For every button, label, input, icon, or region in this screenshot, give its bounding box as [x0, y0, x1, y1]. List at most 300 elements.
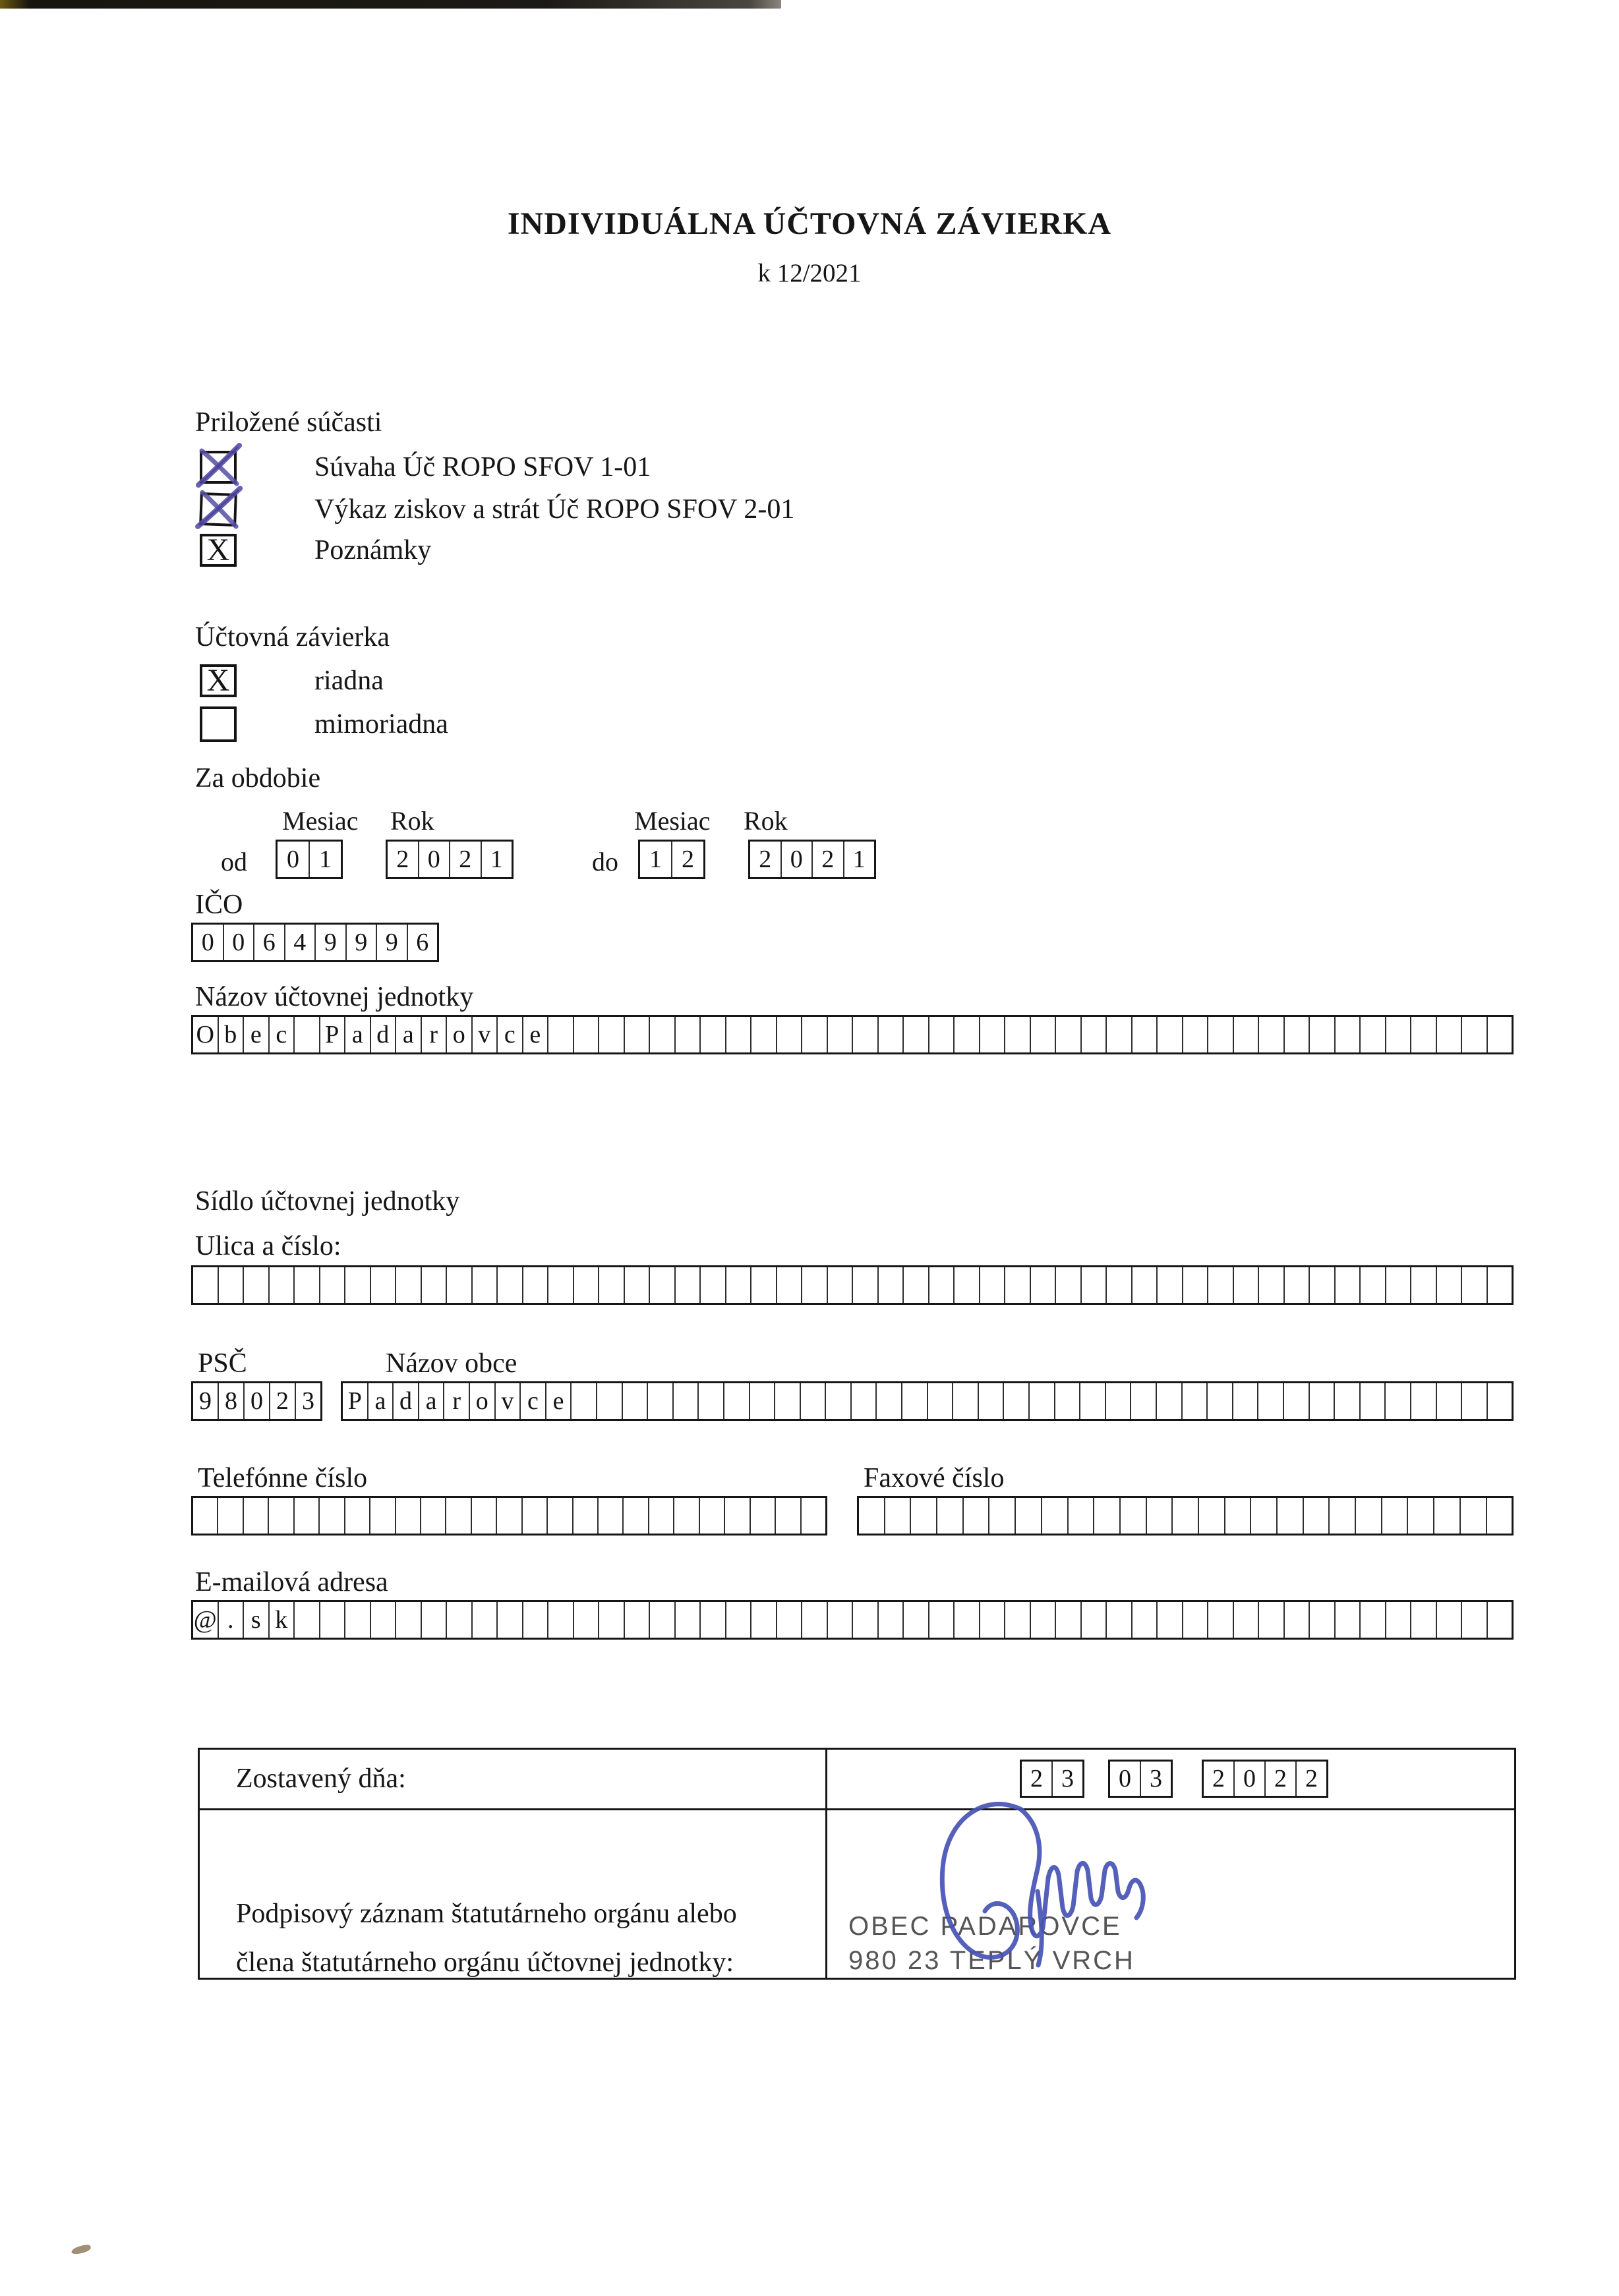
char-cell: [777, 1602, 803, 1638]
entity-name-label: Názov účtovnej jednotky: [195, 982, 474, 1012]
psc-grid: [191, 1381, 322, 1421]
char-cell: [859, 1498, 885, 1534]
char-cell: P: [343, 1383, 368, 1419]
char-cell: [1488, 1602, 1512, 1638]
month-header-from: Mesiac: [282, 806, 359, 836]
handwritten-signature: [922, 1791, 1172, 1992]
checkbox-mimoriadna: [200, 706, 237, 742]
closing-row-riadna: [200, 664, 384, 697]
char-cell: c: [521, 1383, 546, 1419]
char-cell: .: [219, 1602, 245, 1638]
char-cell: O: [193, 1017, 219, 1052]
char-cell: [1031, 1267, 1057, 1303]
char-cell: [295, 1267, 320, 1303]
char-cell: [1361, 1602, 1386, 1638]
char-cell: 1: [852, 846, 866, 873]
char-cell: [1107, 1017, 1133, 1052]
char-cell: [396, 1602, 422, 1638]
char-cell: [701, 1017, 726, 1052]
checkbox-riadna: [200, 664, 237, 697]
signature-row: [200, 1810, 1514, 1980]
char-cell: [599, 1498, 624, 1534]
char-cell: [904, 1267, 929, 1303]
char-cell: [1082, 1017, 1107, 1052]
stamp-line2: 980 23 TEPLÝ VRCH: [848, 1946, 1135, 1975]
char-cell: [1042, 1498, 1069, 1534]
char-cell: [650, 1602, 676, 1638]
char-cell: [1488, 1017, 1512, 1052]
char-cell: [218, 1498, 243, 1534]
char-cell: [1094, 1498, 1121, 1534]
checkbox-label: Poznámky: [314, 535, 432, 565]
attachment-row-poznamky: [200, 534, 431, 567]
char-cell: [1157, 1383, 1183, 1419]
char-cell: [674, 1383, 699, 1419]
char-cell: [1361, 1383, 1386, 1419]
signature-label-line2: člena štatutárneho orgánu účtovnej jednotky:: [236, 1947, 734, 1978]
char-cell: [523, 1602, 549, 1638]
char-cell: [1208, 1602, 1234, 1638]
char-cell: [422, 1602, 448, 1638]
attachment-row-vykaz: [200, 493, 794, 526]
char-cell: [295, 1498, 320, 1534]
form-subtitle: k 12/2021: [757, 259, 862, 287]
char-cell: [751, 1498, 776, 1534]
char-cell: v: [473, 1017, 498, 1052]
char-cell: 9: [347, 925, 378, 960]
char-cell: [649, 1498, 674, 1534]
char-cell: [1259, 1017, 1285, 1052]
year-header-to: Rok: [744, 806, 788, 836]
char-cell: [1330, 1498, 1356, 1534]
char-cell: [497, 1498, 522, 1534]
char-cell: [1437, 1602, 1463, 1638]
char-cell: [751, 1017, 777, 1052]
to-year-grid: [748, 840, 876, 879]
char-cell: [1183, 1267, 1209, 1303]
char-cell: [1278, 1498, 1304, 1534]
char-cell: [1462, 1383, 1488, 1419]
char-cell: 2: [750, 842, 782, 877]
char-cell: [1208, 1267, 1234, 1303]
char-cell: [523, 1267, 549, 1303]
char-cell: [1411, 1383, 1437, 1419]
char-cell: [1488, 1267, 1512, 1303]
char-cell: @: [193, 1602, 219, 1638]
char-cell: [701, 1602, 726, 1638]
char-cell: [1437, 1267, 1463, 1303]
char-cell: [928, 1383, 954, 1419]
char-cell: [828, 1017, 854, 1052]
char-cell: [750, 1383, 776, 1419]
char-cell: [320, 1498, 345, 1534]
char-cell: [295, 1017, 320, 1052]
char-cell: [980, 1267, 1006, 1303]
char-cell: [955, 1017, 980, 1052]
char-cell: [548, 1498, 573, 1534]
char-cell: [1147, 1498, 1173, 1534]
entity-name-grid: [191, 1015, 1514, 1054]
town-grid: [341, 1381, 1514, 1421]
stamp-line1: OBEC PADAROVCE: [848, 1912, 1122, 1941]
char-cell: [1121, 1498, 1147, 1534]
char-cell: [1107, 1267, 1133, 1303]
char-cell: [955, 1602, 980, 1638]
char-cell: [1336, 1017, 1361, 1052]
char-cell: e: [523, 1017, 549, 1052]
char-cell: a: [345, 1017, 371, 1052]
char-cell: [802, 1267, 828, 1303]
char-cell: [1082, 1602, 1107, 1638]
closing-type-heading: Účtovná závierka: [195, 622, 390, 652]
char-cell: [1310, 1017, 1336, 1052]
char-cell: 9: [316, 925, 347, 960]
char-cell: [877, 1383, 902, 1419]
char-cell: v: [496, 1383, 521, 1419]
char-cell: [1031, 1602, 1057, 1638]
char-cell: r: [422, 1017, 448, 1052]
char-cell: [676, 1267, 701, 1303]
char-cell: 9: [193, 1383, 219, 1419]
char-cell: 6: [416, 929, 429, 956]
char-cell: [902, 1383, 928, 1419]
char-cell: [1005, 1017, 1031, 1052]
char-cell: [219, 1267, 245, 1303]
char-cell: 0: [193, 925, 224, 960]
char-cell: [1107, 1602, 1133, 1638]
char-cell: [853, 1017, 879, 1052]
char-cell: [574, 1602, 600, 1638]
char-cell: [1336, 1267, 1361, 1303]
char-cell: a: [396, 1017, 422, 1052]
compiled-date-label-cell: [200, 1750, 827, 1808]
char-cell: [548, 1602, 574, 1638]
char-cell: [574, 1498, 599, 1534]
phone-label: Telefónne číslo: [198, 1463, 368, 1493]
char-cell: [1462, 1267, 1488, 1303]
char-cell: [1158, 1267, 1183, 1303]
char-cell: [1411, 1602, 1437, 1638]
char-cell: [1285, 1267, 1310, 1303]
char-cell: [853, 1602, 879, 1638]
char-cell: [1408, 1498, 1434, 1534]
closing-row-mimoriadna: [200, 708, 448, 741]
char-cell: 3: [302, 1387, 314, 1415]
char-cell: [751, 1602, 777, 1638]
char-cell: [911, 1498, 937, 1534]
char-cell: [371, 1602, 397, 1638]
char-cell: [1461, 1498, 1487, 1534]
char-cell: [1158, 1602, 1183, 1638]
scan-artifact-top-bar: [0, 0, 781, 9]
char-cell: [597, 1383, 623, 1419]
char-cell: [1488, 1383, 1512, 1419]
to-month-grid: [638, 840, 705, 879]
char-cell: [826, 1383, 852, 1419]
signature-icon: [922, 1791, 1172, 1989]
email-grid: [191, 1600, 1514, 1640]
char-cell: [472, 1498, 497, 1534]
char-cell: [802, 1498, 825, 1534]
char-cell: [726, 1602, 752, 1638]
char-cell: [523, 1498, 548, 1534]
char-cell: [937, 1498, 964, 1534]
char-cell: [979, 1383, 1005, 1419]
char-cell: [320, 1602, 346, 1638]
char-cell: [574, 1017, 600, 1052]
psc-label: PSČ: [198, 1348, 247, 1379]
char-cell: o: [470, 1383, 496, 1419]
char-cell: [244, 1267, 270, 1303]
char-cell: [345, 1602, 371, 1638]
char-cell: 4: [285, 925, 316, 960]
char-cell: [1361, 1017, 1386, 1052]
char-cell: [989, 1498, 1016, 1534]
char-cell: [320, 1267, 346, 1303]
char-cell: [498, 1602, 523, 1638]
char-cell: e: [244, 1017, 270, 1052]
char-cell: [724, 1383, 750, 1419]
char-cell: [1437, 1383, 1463, 1419]
char-cell: [801, 1383, 827, 1419]
char-cell: s: [244, 1602, 270, 1638]
char-cell: 8: [219, 1383, 245, 1419]
char-cell: [1005, 1267, 1031, 1303]
char-cell: 0: [224, 925, 255, 960]
char-cell: [1434, 1498, 1461, 1534]
char-cell: [1361, 1267, 1386, 1303]
char-cell: [1056, 1602, 1082, 1638]
char-cell: [1285, 1017, 1310, 1052]
to-label: do: [592, 847, 618, 876]
town-label: Názov obce: [386, 1348, 517, 1379]
char-cell: [1173, 1498, 1199, 1534]
char-cell: [904, 1602, 929, 1638]
char-cell: [1382, 1498, 1409, 1534]
char-cell: [1487, 1498, 1512, 1534]
char-cell: [295, 1602, 320, 1638]
char-cell: [193, 1267, 219, 1303]
fax-grid: [857, 1496, 1514, 1535]
char-cell: [1080, 1383, 1106, 1419]
char-cell: o: [447, 1017, 473, 1052]
char-cell: 9: [377, 925, 408, 960]
char-cell: [700, 1498, 725, 1534]
checkbox-poznamky: [200, 534, 237, 567]
char-cell: [1234, 1017, 1260, 1052]
char-cell: [473, 1267, 498, 1303]
char-cell: 1: [640, 842, 672, 877]
char-cell: [624, 1498, 649, 1534]
char-cell: [1284, 1383, 1310, 1419]
char-cell: [674, 1498, 699, 1534]
char-cell: 2: [682, 846, 694, 873]
year-header-from: Rok: [390, 806, 434, 836]
char-cell: [1259, 1602, 1285, 1638]
char-cell: [599, 1267, 625, 1303]
char-cell: 3: [1150, 1765, 1162, 1793]
char-cell: [879, 1017, 904, 1052]
char-cell: [193, 1498, 218, 1534]
char-cell: [1310, 1267, 1336, 1303]
char-cell: [1055, 1383, 1081, 1419]
char-cell: [1462, 1602, 1488, 1638]
char-cell: [828, 1267, 854, 1303]
char-cell: [498, 1267, 523, 1303]
char-cell: [1208, 1383, 1233, 1419]
from-month-grid: [276, 840, 343, 879]
char-cell: [1004, 1383, 1030, 1419]
char-cell: d: [371, 1017, 397, 1052]
char-cell: [777, 1267, 803, 1303]
char-cell: [699, 1383, 724, 1419]
period-heading: Za obdobie: [195, 763, 321, 793]
char-cell: [1437, 1017, 1463, 1052]
char-cell: [648, 1383, 674, 1419]
char-cell: 2: [450, 842, 482, 877]
char-cell: [1411, 1017, 1437, 1052]
char-cell: [548, 1017, 574, 1052]
char-cell: 3: [1061, 1765, 1074, 1793]
char-cell: [1225, 1498, 1252, 1534]
char-cell: [879, 1267, 904, 1303]
char-cell: [879, 1602, 904, 1638]
char-cell: 2: [1305, 1765, 1318, 1793]
char-cell: [1183, 1383, 1208, 1419]
char-cell: [852, 1383, 877, 1419]
attachments-heading: Priložené súčasti: [195, 407, 382, 438]
char-cell: [1005, 1602, 1031, 1638]
char-cell: [1259, 1267, 1285, 1303]
char-cell: [623, 1383, 649, 1419]
char-cell: [1462, 1017, 1488, 1052]
char-cell: [1082, 1267, 1107, 1303]
ico-label: IČO: [195, 890, 243, 920]
char-cell: c: [498, 1017, 523, 1052]
char-cell: 2: [813, 842, 844, 877]
from-label: od: [221, 847, 247, 876]
checkbox-label: Výkaz ziskov a strát Úč ROPO SFOV 2-01: [314, 494, 795, 525]
char-cell: [1386, 1383, 1411, 1419]
char-cell: 2: [1022, 1762, 1053, 1796]
address-heading: Sídlo účtovnej jednotky: [195, 1186, 460, 1217]
char-cell: 2: [1204, 1762, 1235, 1796]
char-cell: [1335, 1383, 1361, 1419]
char-cell: [1016, 1498, 1042, 1534]
char-cell: 1: [490, 846, 503, 873]
char-cell: P: [320, 1017, 346, 1052]
char-cell: 2: [270, 1383, 296, 1419]
char-cell: 0: [782, 842, 813, 877]
char-cell: [650, 1267, 676, 1303]
char-cell: r: [444, 1383, 470, 1419]
checkbox-label: mimoriadna: [314, 709, 448, 739]
email-label: E-mailová adresa: [195, 1567, 388, 1597]
checkbox-label: riadna: [314, 666, 384, 696]
char-cell: [650, 1017, 676, 1052]
signature-label: [236, 1889, 737, 1987]
char-cell: a: [368, 1383, 394, 1419]
char-cell: [676, 1602, 701, 1638]
char-cell: c: [270, 1017, 295, 1052]
char-cell: [371, 1267, 397, 1303]
char-cell: [270, 1267, 295, 1303]
char-cell: [885, 1498, 912, 1534]
char-cell: [1336, 1602, 1361, 1638]
char-cell: [422, 1267, 448, 1303]
char-cell: 0: [1235, 1762, 1266, 1796]
char-cell: e: [546, 1383, 572, 1419]
char-cell: [1208, 1017, 1234, 1052]
char-cell: [828, 1602, 854, 1638]
char-cell: [929, 1602, 955, 1638]
char-cell: [1056, 1017, 1082, 1052]
signature-label-cell: [200, 1810, 827, 1980]
handwritten-x-icon: [195, 444, 241, 490]
char-cell: [446, 1498, 471, 1534]
char-cell: [345, 1267, 371, 1303]
char-cell: [1106, 1383, 1132, 1419]
month-header-to: Mesiac: [634, 806, 711, 836]
checkbox-vykaz: [199, 492, 237, 527]
char-cell: [1251, 1498, 1278, 1534]
char-cell: [447, 1267, 473, 1303]
char-cell: 0: [278, 842, 310, 877]
char-cell: [1056, 1267, 1082, 1303]
char-cell: 6: [254, 925, 285, 960]
char-cell: [1304, 1498, 1330, 1534]
char-cell: [421, 1498, 446, 1534]
char-cell: [1031, 1017, 1057, 1052]
char-cell: [751, 1267, 777, 1303]
char-cell: [955, 1267, 980, 1303]
char-cell: [1411, 1267, 1437, 1303]
compiled-year-grid: [1202, 1760, 1328, 1798]
char-cell: [1158, 1017, 1183, 1052]
char-cell: [1183, 1602, 1209, 1638]
signature-label-line1: Podpisový záznam štatutárneho orgánu alebo: [236, 1899, 737, 1929]
char-cell: b: [219, 1017, 245, 1052]
char-cell: [269, 1498, 294, 1534]
char-cell: [396, 1267, 422, 1303]
char-cell: 0: [245, 1383, 270, 1419]
char-cell: [572, 1383, 597, 1419]
char-cell: [964, 1498, 990, 1534]
char-cell: 1: [319, 846, 332, 873]
char-cell: [726, 1017, 752, 1052]
char-cell: [1386, 1602, 1412, 1638]
char-cell: [1258, 1383, 1284, 1419]
char-cell: [775, 1383, 801, 1419]
char-cell: d: [394, 1383, 419, 1419]
compiled-date-label: Zostavený dňa:: [236, 1764, 406, 1794]
fax-label: Faxové číslo: [864, 1463, 1005, 1493]
char-cell: [625, 1602, 651, 1638]
char-cell: [776, 1498, 801, 1534]
char-cell: [1131, 1383, 1157, 1419]
char-cell: [1386, 1267, 1412, 1303]
char-cell: [904, 1017, 929, 1052]
char-cell: k: [270, 1602, 295, 1638]
printed-x-icon: X: [206, 532, 230, 567]
checkbox-label: Súvaha Úč ROPO SFOV 1-01: [314, 452, 651, 482]
char-cell: [447, 1602, 473, 1638]
char-cell: [1069, 1498, 1095, 1534]
from-year-grid: [386, 840, 514, 879]
char-cell: [853, 1267, 879, 1303]
char-cell: [370, 1498, 396, 1534]
char-cell: [802, 1602, 828, 1638]
